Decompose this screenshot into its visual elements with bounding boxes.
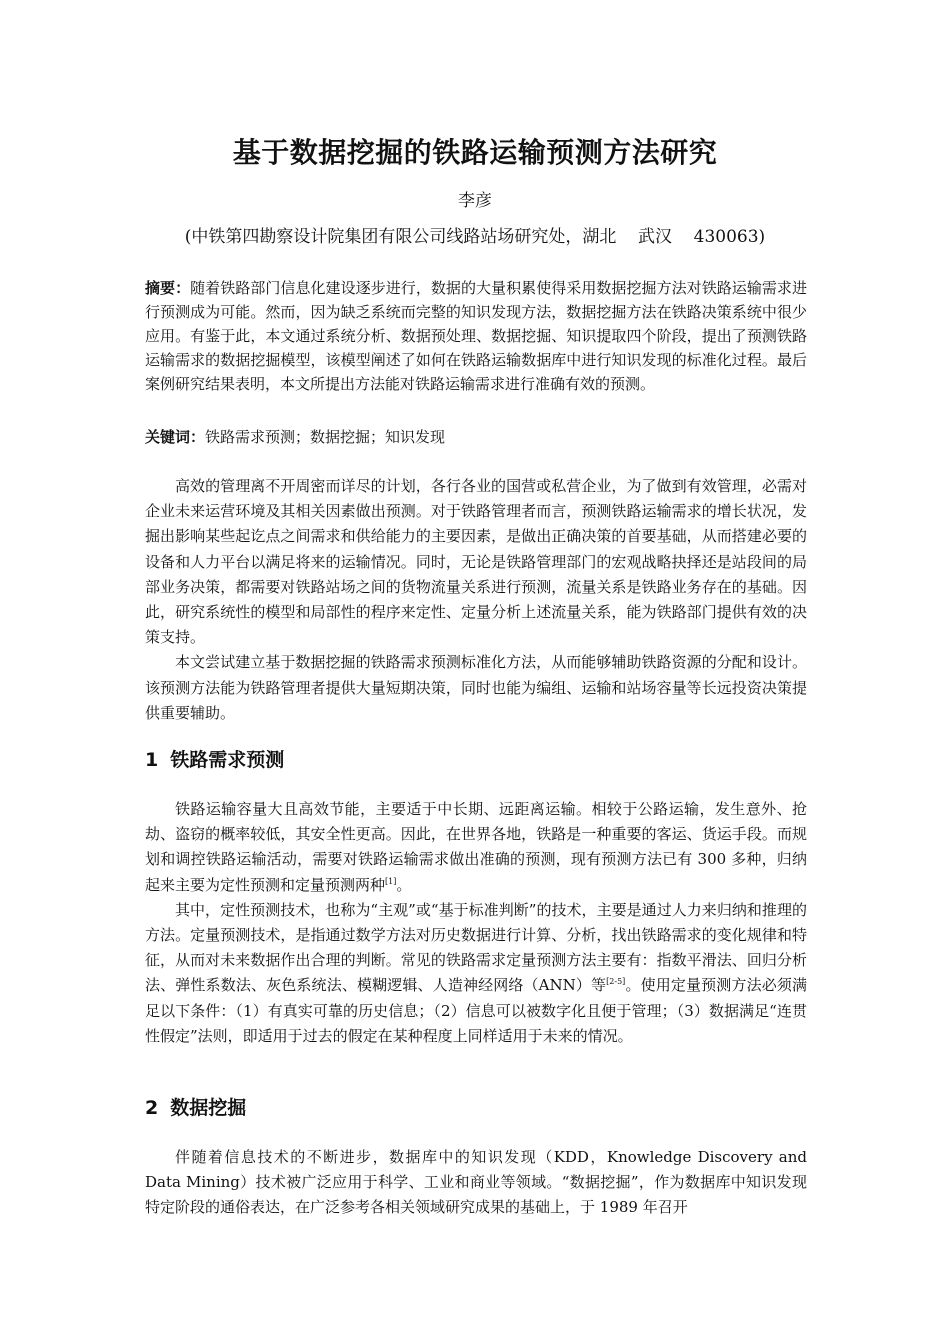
section-2-body (145, 1145, 807, 1221)
citation-1[interactable]: [1] (385, 876, 397, 886)
keywords-text: 铁路需求预测；数据挖掘；知识发现 (205, 428, 446, 446)
keywords-label: 关键词： (145, 428, 206, 446)
section-2-paragraph-1: 伴随着信息技术的不断进步，数据库中的知识发现（KDD，Knowledge Discovery and Data Mining）技术被广泛应用于科学、工业和商业等领域。“数据挖掘”，作为数据库中知识发现特定阶段的通俗表达，在广泛参考各相关领域研究成果的基础上，于 1989 年召开 (145, 1148, 807, 1217)
section-1-paragraph-1 (145, 797, 807, 898)
keywords (145, 425, 807, 449)
section-1-title: 铁路需求预测 (170, 749, 285, 771)
intro-paragraph-2: 本文尝试建立基于数据挖掘的铁路需求预测标准化方法，从而能够辅助铁路资源的分配和设计。该预测方法能为铁路管理者提供大量短期决策，同时也能为编组、运输和站场容量等长远投资决策提供重要辅助。 (145, 653, 807, 722)
author-affiliation: (中铁第四勘察设计院集团有限公司线路站场研究处，湖北 武汉 430063) (184, 227, 766, 247)
section-2-heading (145, 1094, 246, 1122)
paper-title: 基于数据挖掘的铁路运输预测方法研究 (232, 136, 718, 169)
section-2-title: 数据挖掘 (170, 1097, 247, 1119)
abstract (145, 276, 807, 396)
section-1-paragraph-2-text: 其中，定性预测技术，也称为“主观”或“基于标准判断”的技术，主要是通过人力来归纳和推理的方法。定量预测技术，是指通过数学方法对历史数据进行计算、分析，找出铁路需求的变化规律和特征，从而对未来数据作出合理的判断。常见的铁路需求定量预测方法主要有：指数平滑法、回归分析法、弹性系数法、灰色系统法、模糊逻辑、人造神经网络（ANN）等 (145, 900, 807, 995)
section-1-paragraph-2-tail: 。使用定量预测方法必须满足以下条件：（1）有真实可靠的历史信息；（2）信息可以被数字化且便于管理；（3）数据满足“连贯性假定”法则，即适用于过去的假定在某种程度上同样适用于未来的情况。 (145, 976, 807, 1045)
intro-section (145, 474, 807, 726)
section-1-paragraph-1-text: 铁路运输容量大且高效节能，主要适于中长期、远距离运输。相较于公路运输，发生意外、抢劫、盗窃的概率较低，其安全性更高。因此，在世界各地，铁路是一种重要的客运、货运手段。而规划和调控铁路运输活动，需要对铁路运输需求做出准确的预测，现有预测方法已有 300 多种，归纳起来主要为定性预测和定量预测两种 (145, 800, 807, 894)
abstract-text: 随着铁路部门信息化建设逐步进行，数据的大量积累使得采用数据挖掘方法对铁路运输需求进行预测成为可能。然而，因为缺乏系统而完整的知识发现方法，数据挖掘方法在铁路决策系统中很少应用。有鉴于此，本文通过系统分析、数据预处理、数据挖掘、知识提取四个阶段，提出了预测铁路运输需求的数据挖掘模型，该模型阐述了如何在铁路运输数据库中进行知识发现的标准化过程。最后案例研究结果表明，本文所提出方法能对铁路运输需求进行准确有效的预测。 (145, 279, 807, 393)
section-1-paragraph-1-tail: 。 (396, 875, 412, 894)
abstract-label: 摘要： (145, 279, 191, 297)
section-1-paragraph-2 (145, 898, 807, 1049)
citation-2-5[interactable]: [2-5] (606, 977, 626, 987)
section-1-heading (145, 746, 284, 774)
author-name: 李彦 (458, 191, 492, 211)
intro-paragraph-1: 高效的管理离不开周密而详尽的计划，各行各业的国营或私营企业，为了做到有效管理，必需对企业未来运营环境及其相关因素做出预测。对于铁路管理者而言，预测铁路运输需求的增长状况，发掘出影响某些起讫点之间需求和供给能力的主要因素，是做出正确决策的首要基础，从而搭建必要的设备和人力平台以满足将来的运输情况。同时，无论是铁路管理部门的宏观战略抉择还是站段间的局部业务决策，都需要对铁路站场之间的货物流量关系进行预测，流量关系是铁路业务存在的基础。因此，研究系统性的模型和局部性的程序来定性、定量分析上述流量关系，能为铁路部门提供有效的决策支持。 (145, 477, 807, 647)
section-2-number: 2 (145, 1097, 159, 1119)
section-1-number: 1 (145, 749, 159, 771)
section-1-body (145, 797, 807, 1049)
